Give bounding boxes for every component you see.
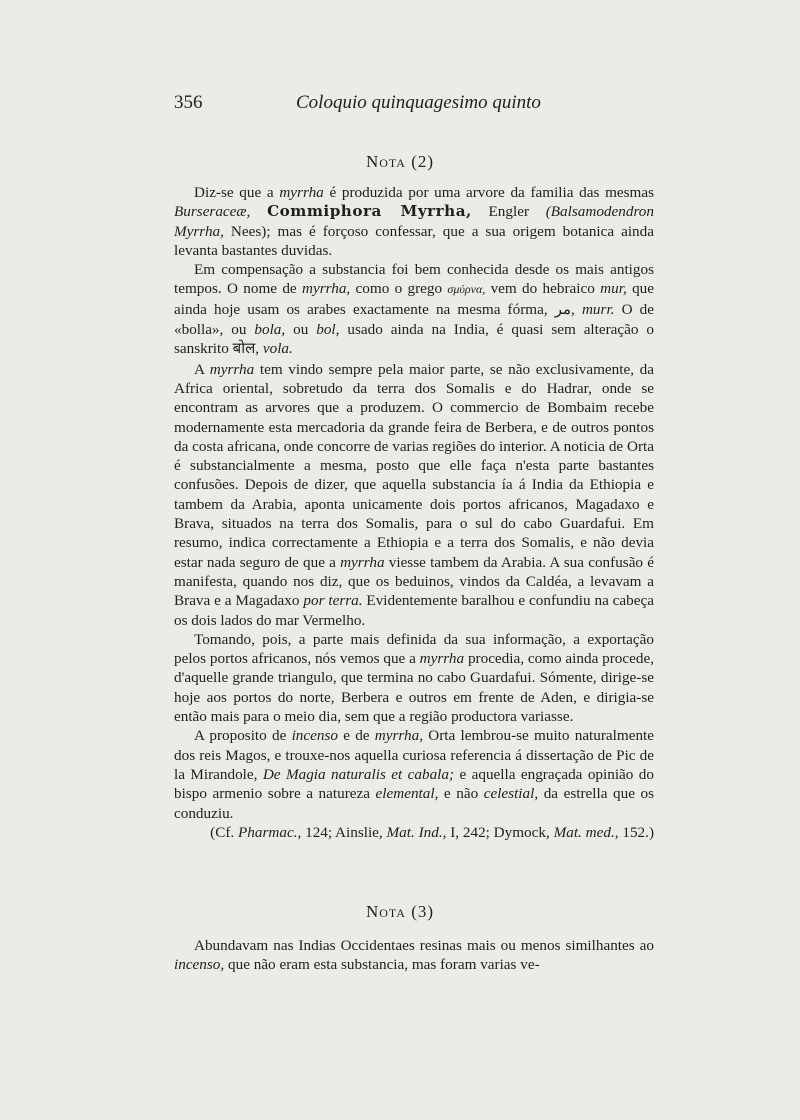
paragraph: A myrrha tem vindo sempre pela maior parte, se não exclusivamente, da Africa oriental, sobretudo da terra dos Somalis e do Hadrar, onde se encontram as arvores que a produzem. O commercio de Bombaim recebe modernamente esta mercadoria da grande feira de Berbera, e de outros pontos da costa africana, onde concorre de varias regiões do interior. A noticia de Orta é substancialmente a mesma, posto que elle faça n'esta parte bastantes confusões. Depois de dizer, que aquella substancia ía á India da Ethiopia e tambem da Arabia, aponta unicamente dois portos africanos, Magadaxo e Brava, situados na terra dos Somalis, para o sul do cabo Guardafui. Em resumo, indica correctamente a Ethiopia e a terra dos Somalis, e não devia estar nada seguro de que a myrrha viesse tambem da Arabia. A sua confusão é manifesta, quando nos diz, que os beduinos, vindos da Caldéa, a levavam a Brava e a Magadaxo por terra. Evidentemente baralhou e confundiu na cabeça os dois lados do mar Vermelho.	[174, 360, 654, 629]
note-3-title: Nota (3)	[365, 902, 435, 921]
paragraph: Tomando, pois, a parte mais definida da sua informação, a exportação pelos portos africanos, nós vemos que a myrrha procedia, como ainda procede, d'aquelle grande triangulo, que termina no cabo Guardafui. Sómente, dirige-se hoje aos portos do norte, Berbera e outros em frente de Aden, e dirigia-se então mais para o meio dia, sem que a região productora variasse.	[174, 630, 654, 726]
paragraph: Abundavam nas Indias Occidentaes resinas mais ou menos similhantes ao incenso, que não eram esta substancia, mas foram varias ve-	[174, 937, 654, 974]
note-3-body	[174, 936, 654, 975]
citation: (Cf. Pharmac., 124; Ainslie, Mat. Ind., I, 242; Dymock, Mat. med., 152.)	[210, 823, 654, 841]
running-title: Coloquio quinquagesimo quinto	[296, 92, 541, 113]
paragraph: A proposito de incenso e de myrrha, Orta lembrou-se muito naturalmente dos reis Magos, e trouxe-nos aquella curiosa referencia á dissertação de Pic de la Mirandole, De Magia naturalis et cabala; e aquella engraçada opinião do bispo armenio sobre a natureza elemental, e não celestial, da estrella que os conduziu.	[174, 727, 654, 822]
paragraph: Diz-se que a myrrha é produzida por uma arvore da familia das mesmas Burseraceæ, Commiphora Myrrha, Engler (Balsamodendron Myrrha, Nees); mas é forçoso confessar, que a sua origem botanica ainda levanta bastantes duvidas.	[174, 184, 654, 259]
page-number: 356	[174, 92, 203, 113]
note-2-title: Nota (2)	[365, 152, 435, 171]
paragraph: Em compensação a substancia foi bem conhecida desde os mais antigos tempos. O nome de myrrha, como o grego σμύρνα, vem do hebraico mur, que ainda hoje usam os arabes exactamente na mesma fórma, مر, murr. O de «bolla», ou bola, ou bol, usado ainda na India, é quasi sem alteração o sanskrito बोल, vola.	[174, 261, 655, 358]
note-2-body	[174, 183, 654, 842]
